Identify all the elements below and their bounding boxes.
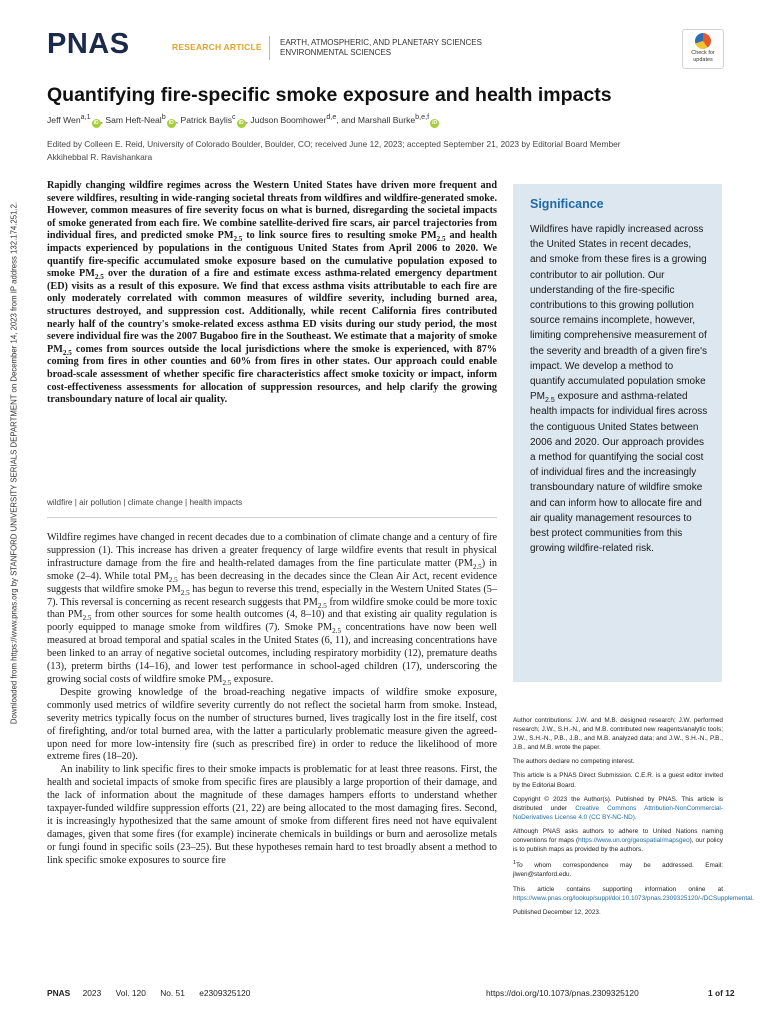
- page-number: 1 of 12: [708, 988, 735, 998]
- crossmark-icon: [695, 33, 711, 49]
- supplement-link[interactable]: https://www.pnas.org/lookup/suppl/doi:10.1073/pnas.2309325120/-/DCSupplemental: [513, 894, 753, 902]
- author-name[interactable]: Jeff Wen: [47, 114, 81, 125]
- body-paragraph: Despite growing knowledge of the broad-reaching negative impacts of wildfire smoke exposure, commonly used metrics of wildfire severity currently do not reflect the societal harm from smoke. Instead, severity metrics typically focus on the number of structures burned, lives tragically lost in the fire itself, cost of firefighting, and/or total burned area, with the latter a particularly problematic measure given the agreed-upon need for more low-intensity fire (such as prescribed fire) in order to reduce the likelihood of more extreme fires (18–20).: [47, 686, 497, 763]
- footer-volume: Vol. 120: [115, 988, 146, 998]
- keyword-divider: [47, 517, 497, 518]
- orcid-icon[interactable]: iD: [238, 119, 244, 126]
- footer-citation: [47, 988, 250, 998]
- body-paragraph: An inability to link specific fires to their smoke impacts is problematic for at least three reasons. First, the health and societal impacts of smoke from specific fires are plausibly a large proportion of their damage, and the lack of information about the magnitude of these damages hampers efforts to understand whether taxpayer-funded wildfire suppression efforts (21, 22) are being allocated to the most damaging fires. Second, it is increasingly hypothesized that the same amount of smoke from different fires need not have equivalent damages, given that some fires (for example) incinerate chemicals in buildings or burn and aerosolize metals or fungi found in specific soils (23–25). But these hypotheses remain hard to test broadly absent a method to link specific smoke exposures to source fire: [47, 764, 497, 866]
- author-affiliation: a,1: [80, 113, 91, 121]
- journal-logo: PNAS: [47, 28, 130, 60]
- author-name[interactable]: Marshall Burke: [357, 114, 416, 125]
- download-watermark: [8, 201, 20, 725]
- license-link[interactable]: Creative Commons Attribution-NonCommercial-NoDerivatives License 4.0 (CC BY-NC-ND).: [513, 804, 723, 821]
- badge-label: Check for updates: [691, 50, 715, 63]
- supporting-info-note: This article contains supporting information online at https://www.pnas.org/lookup/suppl/doi:10.1073/pnas.2309325120/-/DCSupplemental.: [513, 885, 754, 902]
- submission-note: This article is a PNAS Direct Submission. C.E.R. is a guest editor invited by the Editorial Board.: [513, 772, 723, 789]
- article-type-label: RESEARCH ARTICLE: [172, 42, 262, 52]
- article-body: [47, 532, 497, 868]
- footer-year: 2023: [82, 988, 102, 998]
- keywords: wildfire | air pollution | climate change | health impacts: [47, 498, 243, 507]
- article-title: Quantifying fire-specific smoke exposure and health impacts: [47, 84, 612, 106]
- significance-text: Wildfires have rapidly increased across the United States in recent decades, and smoke from these fires is a growing contributor to air pollution. Our understanding of the fire-specific contributions to this growing pollution source remains incomplete, however, limiting comprehensive measurement of the severity and breadth of a given fire's impact. We develop a method to quantify accumulated population smoke $PM_{2.5}$ exposure and asthma-related health impacts for individual fires across the contiguous United States between 2006 and 2020. Our approach provides a method for quantifying the social cost of individual fires and the increasingly transboundary nature of wildfire smoke and can inform how to allocate fire and air quality management resources to best protect communities from this growing wildfire-related risk.: [530, 224, 708, 555]
- author-contributions: Author contributions: J.W. and M.B. designed research; J.W. performed research; J.W., S.H.-N., and M.B. contributed new reagents/analytic tools; J.W., S.H.-N., P.B., J.B., and M.B. analyzed data; and J.W., S.H.-N., P.B., J.B., and M.B. wrote the paper.: [513, 717, 723, 752]
- author-name[interactable]: Patrick Baylis: [180, 114, 233, 125]
- subject-areas: [280, 38, 482, 58]
- subject-area[interactable]: EARTH, ATMOSPHERIC, AND PLANETARY SCIENCES: [280, 38, 482, 47]
- author-list: Jeff Wen$^{a,1}$iD , Sam Heft-Neal$^b$iD , Patrick Baylis$^c$iD , Judson Boomhower$^{d,e}$, and Marshall Burke$^{b,e,f}$iD: [47, 113, 438, 126]
- orcid-icon[interactable]: iD: [168, 119, 174, 126]
- significance-title: Significance: [530, 197, 604, 211]
- footer-issue: No. 51: [160, 988, 185, 998]
- orcid-icon[interactable]: iD: [432, 119, 438, 126]
- abstract: Rapidly changing wildfire regimes across the Western United States have driven more frequent and severe wildfires, resulting in wide-ranging societal threats from wildfires and wildfire-generated smoke. However, common measures of fire severity focus on what is burned, disregarding the societal impacts of smoke generated from each fire. We combine satellite-derived fire scars, air parcel trajectories from individual fires, and predicted smoke $PM_{2.5}$ to link source fires to resulting smoke $PM_{2.5}$ and health impacts experienced by populations in the contiguous United States from April 2006 to 2020. We quantify fire-specific accumulated smoke exposure based on the cumulative population exposed to smoke $PM_{2.5}$ over the duration of a fire and estimate excess asthma-related emergency department (ED) visits as a result of this exposure. We find that excess asthma visits attributable to each fire are only moderately correlated with common measures of wildfire severity, including burned area, structures destroyed, and suppression cost. Additionally, while recent California fires contributed nearly half of the country's smoke-related excess asthma ED visits during our study period, the most severe individual fire was the 2007 Bugaboo fire in the Southeast. We estimate that a majority of smoke $PM_{2.5}$ comes from sources outside the local jurisdictions where the smoke is experienced, with 87% coming from fires in other counties and 60% from fires in other states. Our approach could enable broad-scale assessment of whether specific fire characteristics affect smoke toxicity or impact, inform cost-effectiveness assessments for allocation of suppression resources, and help clarify the growing transboundary nature of local air quality.: [47, 180, 497, 406]
- author-affiliation: b: [161, 113, 166, 121]
- edited-by-line: Akkihebbal R. Ravishankara: [47, 152, 153, 162]
- article-notes: [513, 716, 754, 922]
- subject-area[interactable]: ENVIRONMENTAL SCIENCES: [280, 48, 392, 57]
- author-affiliation: b,e,f: [415, 113, 430, 121]
- download-notice: Downloaded from https://www.pnas.org by STANFORD UNIVERSITY SERIALS DEPARTMENT on December 14, 2023 from IP address 132.174.251.2.: [9, 201, 19, 725]
- competing-interest: The authors declare no competing interest.: [513, 758, 635, 766]
- orcid-icon[interactable]: iD: [93, 119, 99, 126]
- copyright-note: Copyright © 2023 the Author(s). Published by PNAS. This article is distributed under Creative Commons Attribution-NonCommercial-NoDerivatives License 4.0 (CC BY-NC-ND).: [513, 795, 723, 821]
- author-affiliation: c: [232, 113, 236, 121]
- correspondence-note: $^1$To whom correspondence may be addressed. Email: jlwen@stanford.edu.: [513, 860, 723, 879]
- footer-journal: PNAS: [47, 988, 71, 998]
- author-affiliation: d,e: [326, 113, 337, 121]
- header-divider: [269, 36, 270, 60]
- check-for-updates-badge[interactable]: [682, 29, 724, 69]
- un-maps-link[interactable]: https://www.un.org/geospatial/mapsgeo: [578, 837, 690, 845]
- editorial-history: [47, 138, 727, 164]
- author-name[interactable]: Sam Heft-Neal: [105, 114, 162, 125]
- footer-eid: e2309325120: [199, 988, 251, 998]
- published-date: Published December 12, 2023.: [513, 908, 601, 916]
- body-paragraph: Wildfire regimes have changed in recent decades due to a combination of climate change and a century of fire suppression (1). This increase has driven a greater frequency of large wildfire events that result in physical infrastructure damage from the fire and health-related damages from the fine particulate matter $(PM_{2.5})$ in smoke (2–4). While total $PM_{2.5}$ has been decreasing in the decades since the Clean Air Act, recent evidence suggests that wildfire smoke $PM_{2.5}$ has begun to reverse this trend, especially in the Western United States (5–7). This reversal is concerning as recent research suggests that $PM_{2.5}$ from wildfire smoke could be more toxic than $PM_{2.5}$ from other sources for some health outcomes (4, 8–10) and that existing air quality regulation is poorly equipped to manage smoke from wildfires (7). Smoke $PM_{2.5}$ concentrations have now been well measured at broad temporal and spatial scales in the United States (6, 11), and increasing concentrations have been linked to an array of negative societal outcomes, including respiratory morbidity (12), premature deaths (13), preterm births (14–16), and lower test performance in school-aged children (17), underscoring the growing social costs of wildfire smoke $PM_{2.5}$ exposure.: [47, 532, 498, 687]
- edited-by-line: Edited by Colleen E. Reid, University of Colorado Boulder, Boulder, CO; received June 12, 2023; accepted September 21, 2023 by Editorial Board Member: [47, 139, 621, 149]
- footer-doi-link[interactable]: https://doi.org/10.1073/pnas.2309325120: [486, 988, 639, 998]
- author-name[interactable]: Judson Boomhower: [250, 114, 327, 125]
- maps-note: Although PNAS asks authors to adhere to United Nations naming conventions for maps (https://www.un.org/geospatial/mapsgeo), our policy is to publish maps as provided by the authors.: [513, 827, 723, 854]
